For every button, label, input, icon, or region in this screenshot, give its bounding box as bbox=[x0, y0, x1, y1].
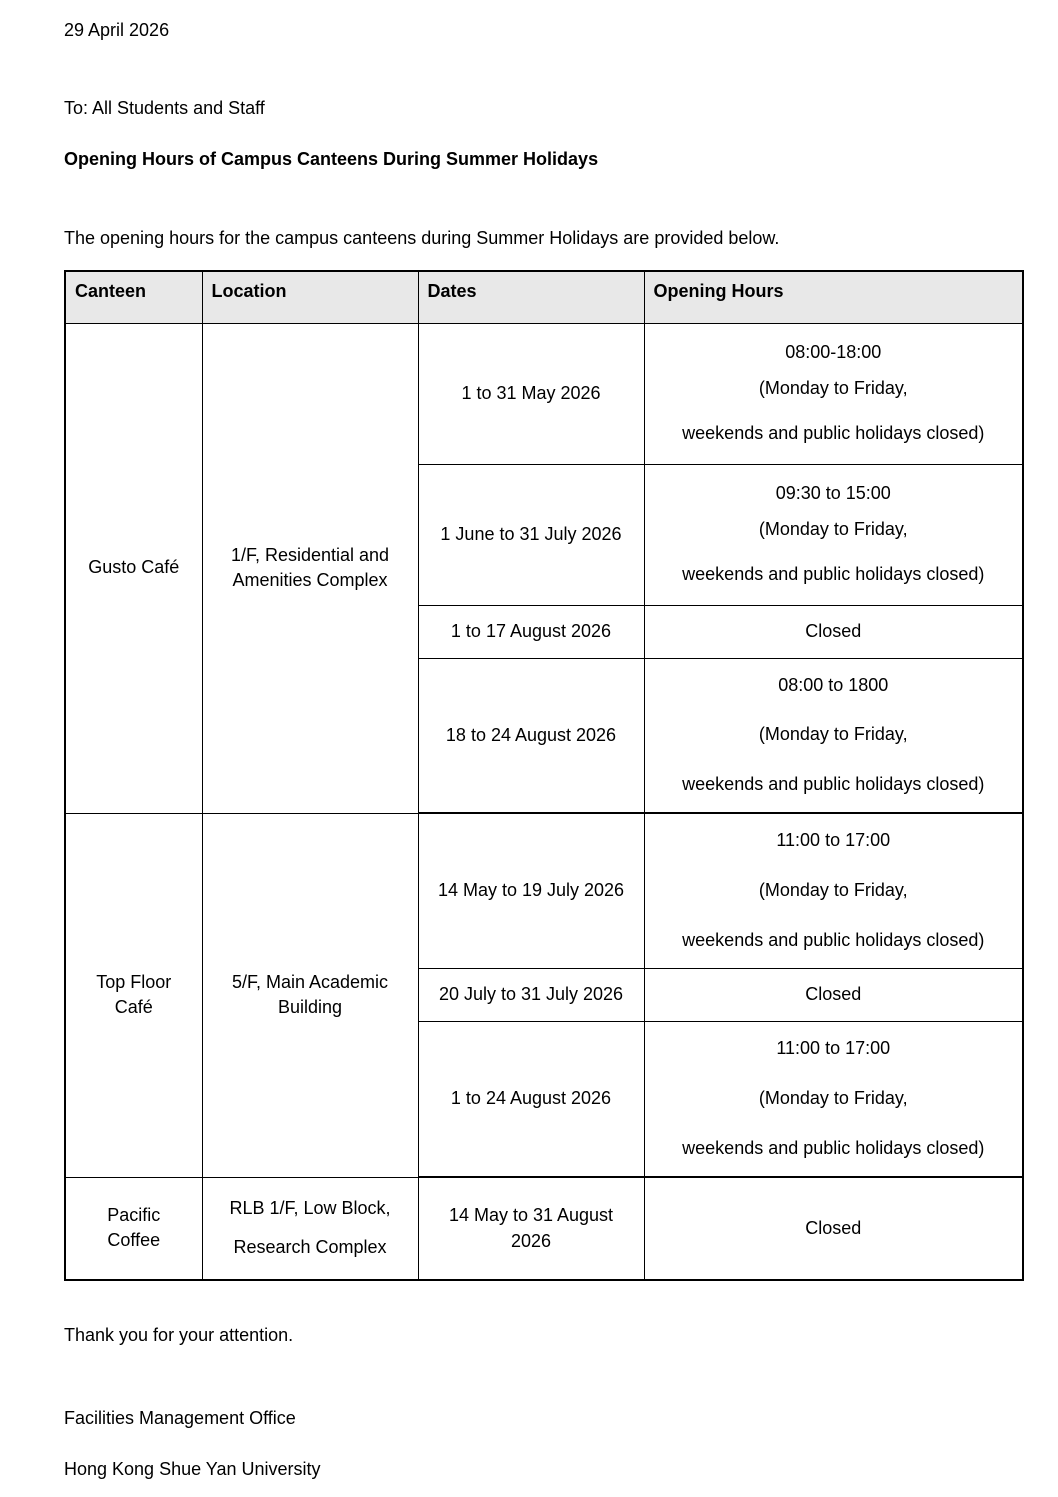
dates-cell bbox=[418, 464, 644, 605]
hours-cell bbox=[644, 464, 1023, 605]
location-cell bbox=[202, 1177, 418, 1280]
recipient-line: To: All Students and Staff bbox=[64, 98, 265, 118]
hours-note: weekends and public holidays closed) bbox=[682, 1137, 985, 1158]
dates-cell bbox=[418, 605, 644, 658]
dates-line: 14 May to 31 August bbox=[448, 1205, 614, 1226]
hours-note: weekends and public holidays closed) bbox=[682, 774, 985, 795]
notice-title: Opening Hours of Campus Canteens During Summer Holidays bbox=[64, 149, 599, 169]
table-row bbox=[65, 323, 1023, 464]
hours-cell bbox=[644, 323, 1023, 464]
hours-note: weekends and public holidays closed) bbox=[682, 564, 985, 585]
closing-line: Thank you for your attention. bbox=[64, 1325, 294, 1345]
canteen-hours-table bbox=[64, 270, 1024, 1281]
hours-cell bbox=[644, 605, 1023, 658]
dates-text: 14 May to 19 July 2026 bbox=[437, 880, 625, 901]
dates-cell bbox=[418, 813, 644, 968]
signature-office: Facilities Management Office bbox=[64, 1408, 296, 1428]
hours-note: weekends and public holidays closed) bbox=[682, 423, 985, 444]
location-cell bbox=[202, 813, 418, 1177]
canteen-cell bbox=[65, 323, 202, 813]
dates-cell bbox=[418, 323, 644, 464]
dates-text: 20 July to 31 July 2026 bbox=[438, 983, 624, 1004]
hours-time: 08:00-18:00 bbox=[785, 342, 882, 363]
dates-text: 18 to 24 August 2026 bbox=[445, 724, 617, 745]
location-line: Research Complex bbox=[233, 1237, 387, 1258]
dates-cell bbox=[418, 1177, 644, 1280]
dates-text: 1 to 31 May 2026 bbox=[461, 382, 601, 403]
canteen-name-line: Top Floor bbox=[96, 971, 172, 992]
dates-line: 2026 bbox=[510, 1230, 552, 1251]
header-dates: Dates bbox=[418, 271, 644, 323]
letter-date: 29 April 2026 bbox=[64, 20, 170, 40]
header-location: Location bbox=[202, 271, 418, 323]
canteen-name: Gusto Café bbox=[88, 557, 180, 578]
location-line: Building bbox=[277, 997, 343, 1017]
hours-time: 11:00 to 17:00 bbox=[776, 830, 891, 851]
hours-status: Closed bbox=[805, 620, 862, 641]
hours-time: 08:00 to 1800 bbox=[778, 674, 889, 695]
hours-time: 11:00 to 17:00 bbox=[776, 1038, 891, 1059]
hours-cell bbox=[644, 968, 1023, 1021]
header-canteen: Canteen bbox=[65, 271, 202, 323]
dates-text: 1 to 24 August 2026 bbox=[450, 1088, 612, 1109]
location-line: 1/F, Residential and bbox=[230, 544, 390, 565]
table-row bbox=[65, 813, 1023, 968]
table-header-row bbox=[65, 271, 1023, 323]
hours-status: Closed bbox=[805, 1217, 862, 1238]
hours-days: (Monday to Friday, bbox=[758, 377, 908, 398]
hours-cell bbox=[644, 813, 1023, 968]
dates-text: 1 to 17 August 2026 bbox=[450, 620, 612, 641]
canteen-cell bbox=[65, 813, 202, 1177]
header-opening-hours: Opening Hours bbox=[644, 271, 1023, 323]
hours-days: (Monday to Friday, bbox=[758, 879, 908, 900]
hours-days: (Monday to Friday, bbox=[758, 518, 908, 539]
canteen-name-line: Café bbox=[114, 997, 153, 1017]
location-line: 5/F, Main Academic bbox=[231, 971, 389, 992]
canteen-name-line: Pacific bbox=[107, 1205, 161, 1226]
hours-days: (Monday to Friday, bbox=[758, 724, 908, 745]
hours-cell bbox=[644, 1177, 1023, 1280]
hours-cell bbox=[644, 1021, 1023, 1177]
location-line: RLB 1/F, Low Block, bbox=[229, 1198, 391, 1219]
dates-cell bbox=[418, 968, 644, 1021]
dates-text: 1 June to 31 July 2026 bbox=[440, 523, 622, 544]
hours-time: 09:30 to 15:00 bbox=[775, 483, 891, 504]
dates-cell bbox=[418, 658, 644, 813]
intro-paragraph: The opening hours for the campus canteens during Summer Holidays are provided below. bbox=[64, 228, 780, 248]
location-cell bbox=[202, 323, 418, 813]
hours-days: (Monday to Friday, bbox=[758, 1087, 908, 1108]
location-line: Amenities Complex bbox=[232, 570, 388, 590]
dates-cell bbox=[418, 1021, 644, 1177]
hours-note: weekends and public holidays closed) bbox=[682, 929, 985, 950]
canteen-cell bbox=[65, 1177, 202, 1280]
hours-cell bbox=[644, 658, 1023, 813]
hours-status: Closed bbox=[805, 983, 862, 1004]
canteen-name-line: Coffee bbox=[107, 1230, 161, 1251]
table-row bbox=[65, 1177, 1023, 1280]
signature-university: Hong Kong Shue Yan University bbox=[64, 1459, 321, 1479]
